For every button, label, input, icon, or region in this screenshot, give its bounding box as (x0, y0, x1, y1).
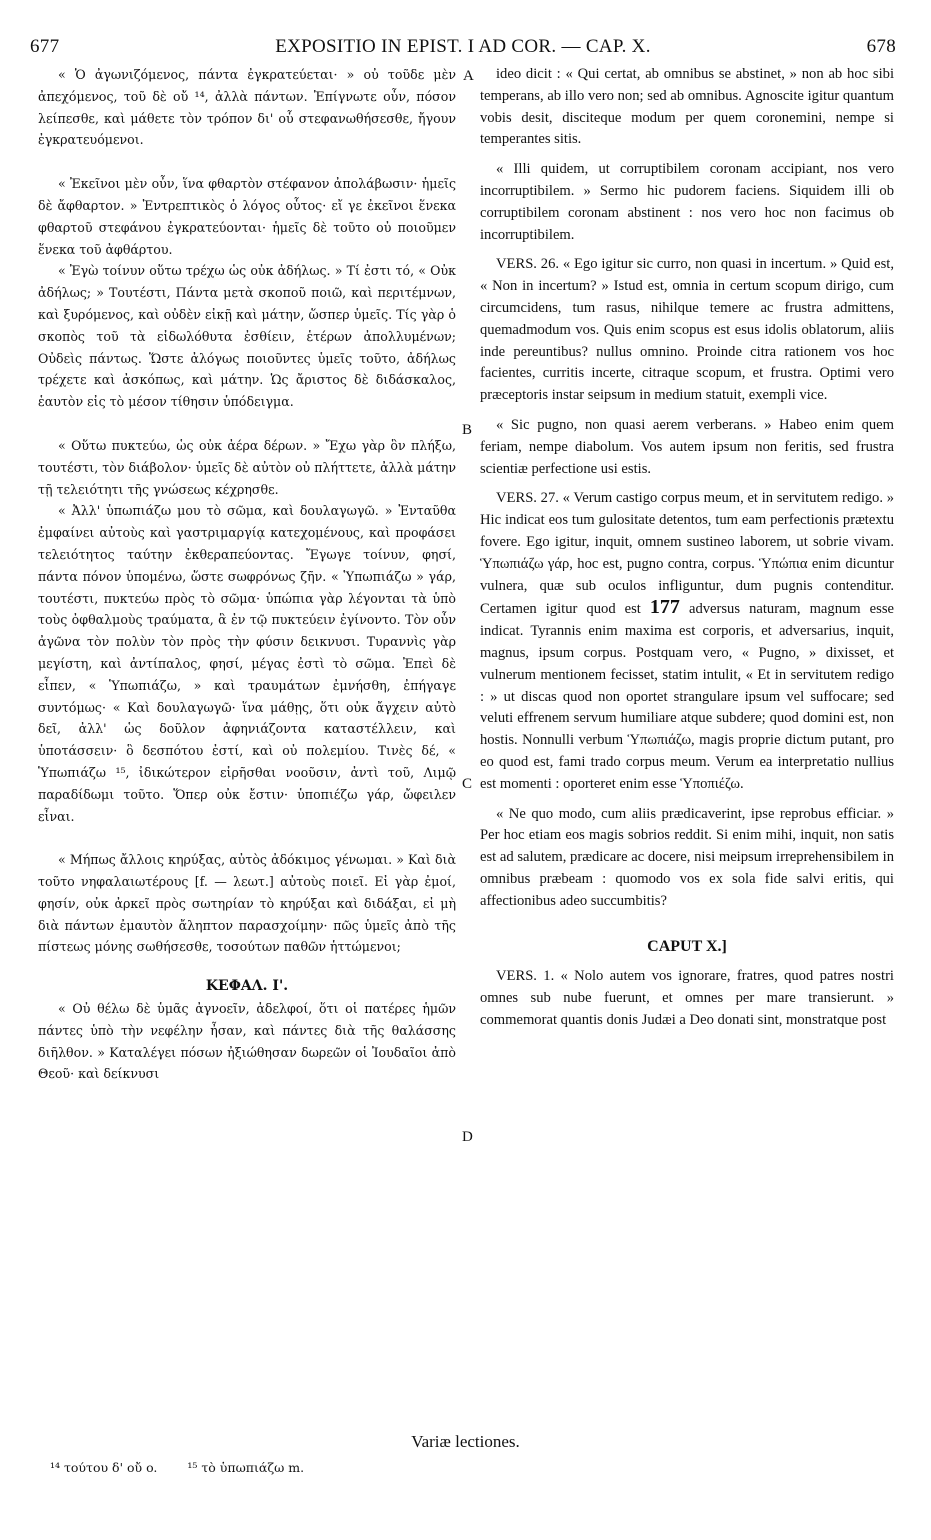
variae-lectiones-title: Variæ lectiones. (411, 1432, 520, 1451)
running-header (30, 36, 896, 60)
greek-paragraph: « Οὐ θέλω δὲ ὑμᾶς ἀγνοεῖν, ἀδελφοί, ὅτι οἱ πατέρες ἡμῶν πάντες ὑπὸ τὴν νεφέλην ἦσαν, καὶ πάντες διὰ τῆς θαλάσσης διῆλθον. » Καταλέγει πόσων ἠξιώθησαν δωρεῶν οἱ Ἰουδαῖοι ἀπὸ Θεοῦ· καὶ δείκνυσι (38, 1001, 456, 1082)
greek-paragraph: « Ἐγὼ τοίνυν οὕτω τρέχω ὡς οὐκ ἀδήλως. » Τί ἐστι τό, « Οὐκ ἀδήλως; » Τουτέστι, Πάντα μετὰ σκοποῦ ποιῶ, καὶ περιτέμνων, καὶ ξυρόμενος, καὶ οὐδὲν εἰκῇ καὶ μάτην, ὥσπερ ὑμεῖς. Τίς γὰρ ὁ σκοπὸς τοῦ τὰ εἰδωλόθυτα ἐσθίειν, ἑτέρων ἀπολλυμένων; Οὐδεὶς πάντως. Ὥστε ἀλόγως ποιοῦντες ὑμεῖς τοῦτο, ἀδήλως τρέχετε καὶ ἀσκόπως, καὶ μάτην. Ὡς ἄριστος δὲ διδάσκαλος, ἑαυτὸν εἰς τὸ μέσον τίθησιν ὑπόδειγμα. (38, 263, 456, 410)
greek-paragraph: « Ἐκεῖνοι μὲν οὖν, ἵνα φθαρτὸν στέφανον ἀπολάβωσιν· ἡμεῖς δὲ ἄφθαρτον. » Ἐντρεπτικὸς ὁ λόγος οὗτος· εἴ γε ἐκεῖνοι ἕνεκα φθαρτοῦ στεφάνου ἐγκρατεύονται· ἡμεῖς δὲ τοῦτο οὐ ποιοῦμεν ἕνεκα τοῦ ἀφθάρτου. (38, 176, 456, 257)
variae-lectiones-notes (50, 1460, 330, 1475)
running-title: EXPOSITIO IN EPIST. I AD COR. — CAP. X. (275, 36, 651, 57)
latin-paragraph: « Ne quo modo, cum aliis prædicaverint, ipse reprobus efficiar. » Per hoc etiam eos magis sobrios reddit. Si enim mihi, inquit, non satis est ad salutem, prædicare ac docere, nisi meipsum irreprehensibilem in omnibus præbeam : quomodo vos ex sola fide salvi eritis, qui affectionibus adeo succumbitis? (480, 805, 894, 909)
latin-paragraph: VERS. 26. « Ego igitur sic curro, non quasi in incertum. » Quid est, « Non in incertum? » Istud est, omnia in certum scopum dirigo, cum circumcidens, tum rasus, nihilque temere ac frustra admittens, quemadmodum vos. Quis enim scopus est esus idolis oblatorum, aliis inde pereuntibus? nullus omnino. Proinde citra rationem vos hoc facientes, curritis incerte, citraque scopum, et frustra. Optimi vero præceptoris instar seipsum in medium statuit, exempli vice. (480, 256, 894, 404)
margin-mark-b: B (462, 422, 473, 438)
greek-paragraph: « Μήπως ἄλλοις κηρύξας, αὐτὸς ἀδόκιμος γένωμαι. » Καὶ διὰ τοῦτο νηφαλαιωτέρους [f. — λεωτ.] αὐτοὺς ποιεῖ. Εἰ γὰρ ἐμοί, φησίν, οὐκ ἀρκεῖ πρὸς σωτηρίαν τὸ κηρύξαι καὶ διδάξαι, εἰ μὴ διὰ πάντων ἐμαυτὸν ἄληπτον παρασχοίμην· πῶς ὑμεῖς ἀπὸ τῆς πίστεως μόνης σωθήσεσθε, τοσούτων παθῶν ἡττώμενοι; (38, 852, 456, 955)
latin-text: VERS. 27. « Verum castigo corpus meum, et in servitutem redigo. » Hic indicat eos tum gulositate detentos, tum eam perfectionis prætextu fovere. Ego igitur, inquit, omnem sustineo laborem, ut sobrie vivam. Ὑπωπιάζω γάρ, hoc est, pugno contra, corpus. Ὑπώπια enim dicuntur vulnera, quæ sub oculos infliguntur, dum pugnis contenditur. Certamen igitur quod est (480, 490, 894, 618)
greek-paragraph: « Οὕτω πυκτεύω, ὡς οὐκ ἀέρα δέρων. » Ἔχω γὰρ ὃν πλήξω, τουτέστι, τὸν διάβολον· ὑμεῖς δὲ αὐτὸν οὐ πλήττετε, ἀλλὰ μάτην τῇ τελειότητι τῆς γνώσεως κέχρησθε. (38, 437, 456, 497)
latin-column (480, 64, 894, 1032)
greek-column (38, 64, 456, 1085)
greek-chapter-heading: ΚΕΦΑΛ. Ι'. (205, 978, 289, 995)
latin-paragraph (480, 488, 894, 795)
page-number-right: 678 (866, 36, 896, 57)
variant-note: ¹⁵ τὸ ὑπωπιάζω m. (187, 1460, 305, 1475)
margin-mark-a: A (463, 68, 474, 84)
latin-chapter-heading: CAPUT X.] (647, 938, 727, 956)
greek-paragraph: « Ἀλλ' ὑπωπιάζω μου τὸ σῶμα, καὶ δουλαγωγῶ. » Ἐνταῦθα ἐμφαίνει αὐτοὺς καὶ γαστριμαργίᾳ κατεχομένους, καὶ προφάσει τελειότητος ταύτην ἐκθεραπεύοντας. Ἔγωγε τοίνυν, φησί, πάντα πόνον ὑπομένω, ὥστε σωφρόνως ζῆν. « Ὑπωπιάζω » γάρ, τουτέστι, πυκτεύω πρὸς τὸ σῶμα· ὑπώπια γὰρ λέγονται τὰ ὑπὸ τοὺς ὀφθαλμοὺς τραύματα, ἃ ἐν τῷ πυκτεύειν ἐγίνοντο. Τὸν οὖν ἀγῶνα τὸν πολὺν τὸν πρὸς τὴν φύσιν δεικνυσι. Τυραννὶς γὰρ μεγίστη, καὶ ἀντίπαλος, φησί, μέγας ἐστὶ τὸ σῶμα. Ἐπεὶ δὲ εἶπεν, « Ὑπωπιάζω, » καὶ τραυμάτων ἐμνήσθη, ἐπήγαγε συντόμως· « Καὶ δουλαγωγῶ· ἵνα μάθῃς, ὅτι οὐκ ἄγχειν αὐτὸ δεῖ, ἀλλ' ὡς δοῦλον ἀφηνιάζοντα καταστέλλειν, καὶ ὑποτάσσειν· ὃ δεσπότου ἐστί, καὶ οὐ πολεμίου. Τινὲς δέ, « Ὑπωπιάζω ¹⁵, ἰδικώτερον εἰρῆσθαι νοοῦσιν, ἀντὶ τοῦ, Λιμῷ παραδίδωμι τοῦτο. Ὅπερ οὐκ ἔστιν· ὑποπιέζω γάρ, ὤφειλεν εἶναι. (38, 503, 456, 824)
page-number-left: 677 (30, 36, 60, 57)
column-number: 177 (649, 596, 680, 619)
latin-text: adversus naturam, magnum esse indicat. Tyrannis enim maxima est corporis, et adversarius, inquit, magnus, ipsum corpus. Postquam vero, « Pugno, » dixisset, et vulnerum mentionem fecisset, statim intulit, « Et in servitutem redigo : » ut discas quod non oportet strangulare ipsum vel suffocare; sed veluti effrenem servum humiliare atque subdere; quod domini est, non hostis. Nonnulli verbum Ὑπωπιάζω, magis proprie dictum putant, pro eo quod est, fami trado corpus meum. Verum ea interpretatio nullius est momenti : oporteret enim esse Ὑποπιέζω. (480, 601, 894, 792)
greek-paragraph: « Ὁ ἀγωνιζόμενος, πάντα ἐγκρατεύεται· » οὐ τοῦδε μὲν ἀπεχόμενος, τοῦ δὲ οὔ ¹⁴, ἀλλὰ πάντων. Ἐπίγνωτε οὖν, πόσον λείπεσθε, καὶ μάθετε τὸν τρόπον δι' οὗ στεφανωθήσεσθε, ἤγουν ἐγκρατευόμενοι. (38, 67, 456, 148)
margin-mark-d: D (462, 1129, 473, 1145)
latin-paragraph: ideo dicit : « Qui certat, ab omnibus se abstinet, » non ab hoc sibi temperans, ab illo vero non; sed ab omnibus. Agnoscite igitur quantum vobis desit, disciteque modum per quem coronemini, nempe si temperantes sitis. (480, 66, 894, 148)
variant-note: ¹⁴ τούτου δ' οὔ o. (50, 1460, 158, 1475)
latin-paragraph: « Illi quidem, ut corruptibilem coronam accipiant, nos vero incorruptibilem. » Sermo hic pudorem faciens. Siquidem illi ob corruptibilem coronam abstinent : nos vero hoc non facimus ob incorruptibilem. (480, 161, 894, 243)
latin-paragraph: « Sic pugno, non quasi aerem verberans. » Habeo enim quem feriam, nempe diabolum. Vos autem ipsum non feritis, sed frustra scientiæ perfectione usi estis. (480, 416, 894, 477)
latin-paragraph: VERS. 1. « Nolo autem vos ignorare, fratres, quod patres nostri omnes sub nube fuerunt, et omnes per mare transierunt. » commemorat quantis donis Judæi a Deo donati sint, monstratque post (480, 968, 894, 1028)
margin-mark-c: C (462, 776, 473, 792)
